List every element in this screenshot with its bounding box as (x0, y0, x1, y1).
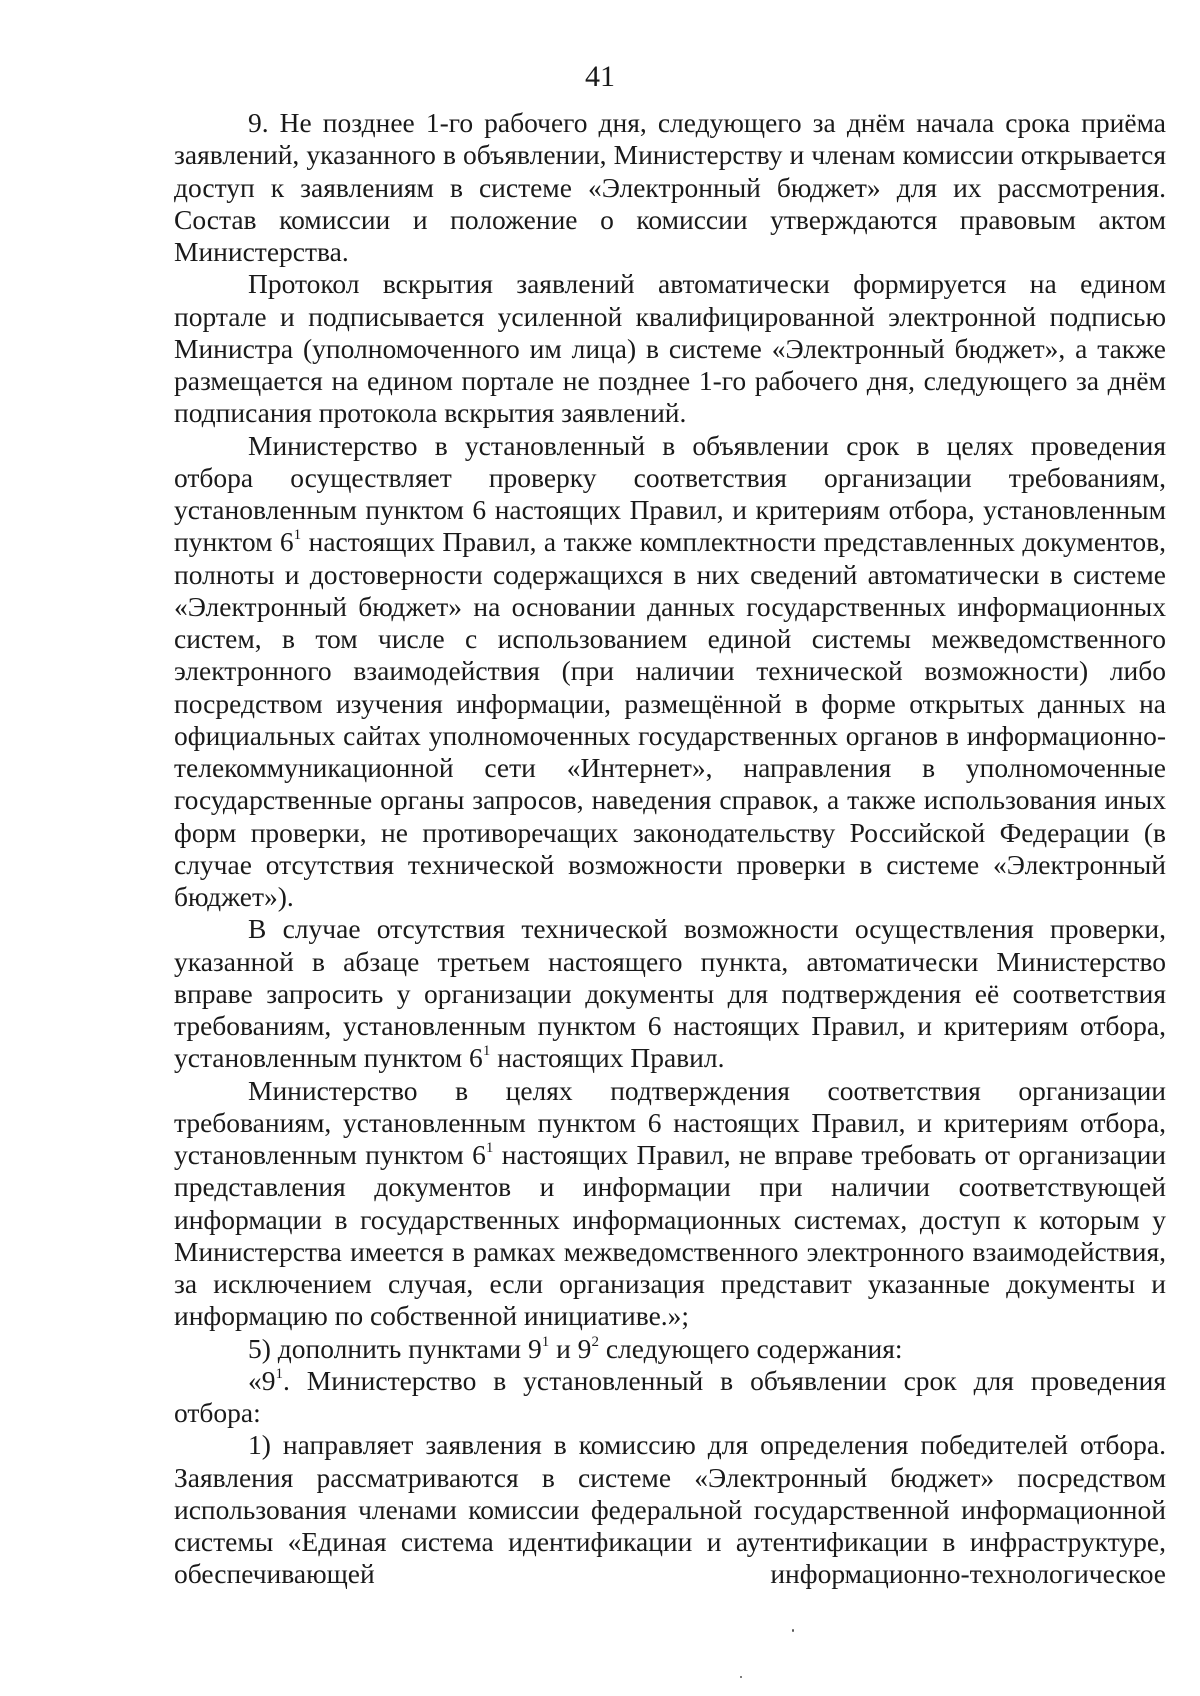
text-run: Министерство в целях подтверждения соответствия организации требованиям, установленным пунктом 6 настоящих Правил, и критериям отбора, установленным пунктом 6 (174, 1074, 1166, 1170)
text-run: «9 (248, 1364, 276, 1396)
superscript: 1 (293, 527, 302, 544)
scan-speck (740, 1676, 742, 1678)
paragraph-p9 (174, 107, 1166, 268)
superscript: 1 (485, 1140, 494, 1156)
superscript: 1 (541, 1333, 550, 1350)
text-run: . Министерство в установленный в объявлении срок для проведения отбора: (174, 1364, 1166, 1428)
text-run: и 9 (549, 1332, 592, 1364)
superscript: 1 (482, 1043, 491, 1060)
page-number: 41 (585, 60, 615, 93)
superscript: 2 (591, 1333, 599, 1350)
text-run: 1) направляет заявления в комиссию для определения победителей отбора. Заявления рассматриваются в системе «Электронный бюджет» посредством использования членами комиссии федеральной государственной информационной системы «Единая система идентификации и аутентификации в инфраструктуре, обеспечивающей информационно-технологическое (174, 1429, 1166, 1590)
paragraph-p-protocol (174, 268, 1166, 429)
paragraph-p-absence (174, 913, 1166, 1074)
paragraph-p-ministry-check (174, 430, 1166, 914)
document-body (174, 107, 1166, 1591)
paragraph-p-sub1 (174, 1429, 1166, 1590)
text-run: 5) дополнить пунктами 9 (248, 1332, 542, 1364)
text-run: В случае отсутствия технической возможности осуществления проверки, указанной в абзаце третьем настоящего пункта, автоматически Министерство вправе запросить у организации документы для подтверждения её соответствия требованиям, установленным пунктом 6 настоящих Правил, и критериям отбора, установленным пунктом 6 (174, 913, 1166, 1074)
paragraph-p-9-1 (174, 1365, 1166, 1430)
text-run: Министерство в установленный в объявлении срок в целях проведения отбора осуществляет проверку соответствия организации требованиям, установленным пунктом 6 настоящих Правил, и критериям отбора, установленным пунктом 6 (174, 429, 1166, 558)
paragraph-p-not-require (174, 1075, 1166, 1333)
text-run: настоящих Правил, а также комплектности представленных документов, полноты и достоверности содержащихся в них сведений автоматически в системе «Электронный бюджет» на основании данных государственных информационных систем, в том числе с использованием единой системы межведомственного электронного взаимодействия (при наличии технической возможности) либо посредством изучения информации, размещённой в форме открытых данных на официальных сайтах уполномоченных государственных органов в информационно-телекоммуникационной сети «Интернет», направления в уполномоченные государственные органы запросов, наведения справок, а также использования иных форм проверки, не противоречащих законодательству Российской Федерации (в случае отсутствия технической возможности проверки в системе «Электронный бюджет»). (174, 526, 1167, 912)
scan-speck (792, 1629, 794, 1632)
text-run: Протокол вскрытия заявлений автоматически формируется на едином портале и подписывается усиленной квалифицированной электронной подписью Министра (уполномоченного им лица) в системе «Электронный бюджет», а также размещается на едином портале не позднее 1-го рабочего дня, следующего за днём подписания протокола вскрытия заявлений. (174, 268, 1166, 429)
paragraph-p-item5 (174, 1333, 1166, 1365)
superscript: 1 (275, 1365, 283, 1382)
text-run: следующего содержания: (598, 1332, 903, 1364)
text-run: настоящих Правил. (490, 1042, 725, 1074)
text-run: 9. Не позднее 1-го рабочего дня, следующего за днём начала срока приёма заявлений, указанного в объявлении, Министерству и членам комиссии открывается доступ к заявлениям в системе «Электронный бюджет» для их рассмотрения. Состав комиссии и положение о комиссии утверждаются правовым актом Министерства. (174, 107, 1166, 267)
text-run: настоящих Правил, не вправе требовать от организации представления документов и информации при наличии соответствующей информации в государственных информационных системах, доступ к которым у Министерства имеется в рамках межведомственного электронного взаимодействия, за исключением случая, если организация представит указанные документы и информацию по собственной инициативе.»; (174, 1139, 1167, 1332)
